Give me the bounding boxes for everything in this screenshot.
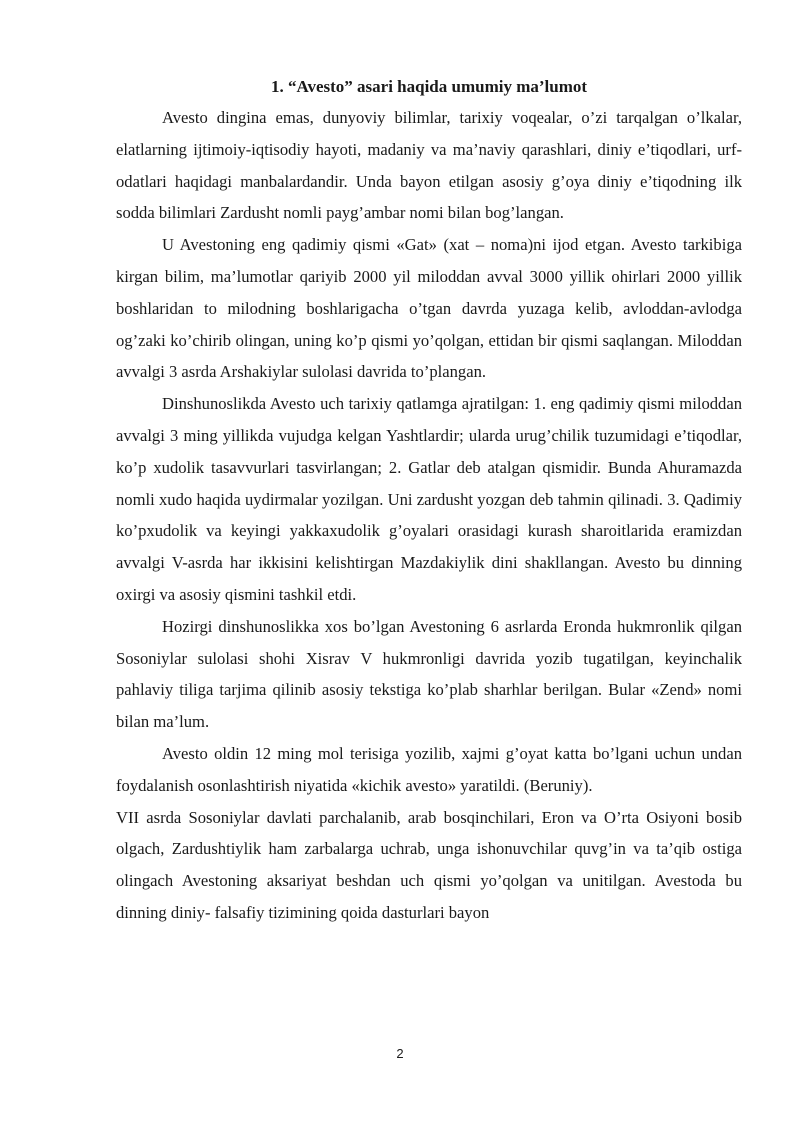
- paragraph-1: Avesto dingina emas, dunyoviy bilimlar, tarixiy voqealar, o’zi tarqalgan o’lkalar, elatlarning ijtimoiy-iqtisodiy hayoti, madaniy va ma’naviy qarashlari, diniy e’tiqodlari, urf-odatlari haqidagi manbalardandir. Unda bayon etilgan asosiy g’oya diniy e’tiqodning ilk sodda bilimlari Zardusht nomli payg’ambar nomi bilan bog’langan.: [116, 108, 742, 223]
- page-number: 2: [396, 1046, 404, 1061]
- paragraph-5: Avesto oldin 12 ming mol terisiga yozilib, xajmi g’oyat katta bo’lgani uchun undan foydalanish osonlashtirish niyatida «kichik avesto» yaratildi. (Beruniy).: [116, 743, 742, 795]
- paragraph-6: VII asrda Sosoniylar davlati parchalanib, arab bosqinchilari, Eron va O’rta Osiyoni bosib olgach, Zardushtiylik ham zarbalarga uchrab, unga ishonuvchilar quvg’in va ta’qib ostiga olingach Avestoning aksariyat beshdan uch qismi yo’qolgan va unitilgan. Avestoda bu dinning diniy- falsafiy tizimining qoida dasturlari bayon: [116, 807, 742, 922]
- paragraph-3: Dinshunoslikda Avesto uch tarixiy qatlamga ajratilgan: 1. eng qadimiy qismi miloddan avvalgi 3 ming yillikda vujudga kelgan Yashtlardir; ularda urug’chilik tuzumidagi e’tiqodlar, ko’p xudolik tasavvurlari tasvirlangan; 2. Gatlar deb atalgan qismidir. Bunda Ahuramazda nomli xudo haqida uydirmalar yozilgan. Uni zardusht yozgan deb tahmin qilinadi. 3. Qadimiy ko’pxudolik va keyingi yakkaxudolik g’oyalari orasidagi kurash sharoitlarida eramizdan avvalgi V-asrda har ikkisini kelishtirgan Mazdakiylik dini shakllangan. Avesto bu dinning oxirgi va asosiy qismini tashkil etdi.: [116, 394, 742, 604]
- paragraph-2: U Avestoning eng qadimiy qismi «Gat» (xat – noma)ni ijod etgan. Avesto tarkibiga kirgan bilim, ma’lumotlar qariyib 2000 yil miloddan avval 3000 yillik ohirlari 2000 yillik boshlaridan to milodning boshlarigacha o’tgan davrda yuzaga kelib, avloddan-avlodga og’zaki ko’chirib olingan, uning ko’p qismi yo’qolgan, ettidan bir qismi saqlangan. Miloddan avvalgi 3 asrda Arshakiylar sulolasi davrida to’plangan.: [116, 235, 742, 382]
- document-page: [116, 74, 742, 929]
- section-heading: 1. “Avesto” asari haqida umumiy ma’lumot: [270, 77, 588, 96]
- paragraph-4: Hozirgi dinshunoslikka xos bo’lgan Avestoning 6 asrlarda Eronda hukmronlik qilgan Sosoniylar sulolasi shohi Xisrav V hukmronligi davrida yozib tugatilgan, keyinchalik pahlaviy tiliga tarjima qilinib asosiy tekstiga ko’plab sharhlar berilgan. Bular «Zend» nomi bilan ma’lum.: [116, 616, 742, 732]
